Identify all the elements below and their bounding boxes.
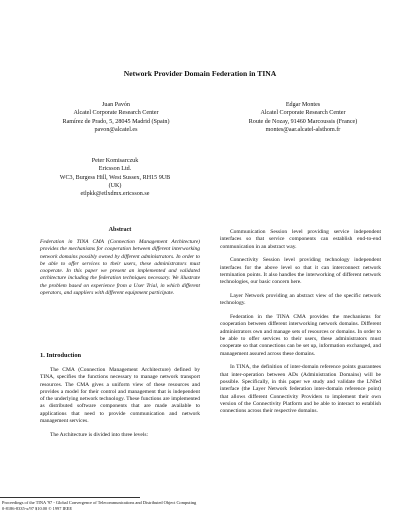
abstract-text: Federation in TINA CMA (Connection Management Architecture) provides the mechanisms for cooperation between different interworking network domains possibly owned by different administrators. In order to be able to offer services to their users, these administrators must cooperate. In this paper we present an implemented and validated architecture including the federation techniques necessary. We illustrate the problem based on experience from a User Trial, in which different operators, and suppliers with different equipment participate. xyxy=(40,239,200,297)
body-paragraph: Layer Network providing an abstract view of the specific network technology. xyxy=(220,293,381,307)
author-name: Edgar Montes xyxy=(285,102,321,108)
author-email: pavon@alcatel.es xyxy=(94,126,138,133)
body-paragraph: In TINA, the definition of inter-domain reference points guarantees that inter-operation between ADs (Administration Domains) will be possible. Specifically, in this paper we study and validate the LNfed interface (the Layer Network federation inter-domain reference point) that allows different Connectivity Providers to implement their own version of the Connectivity Platform and be able to interact to establish connections across their respective domains. xyxy=(220,364,381,415)
author-affiliation: Alcatel Corporate Research Center xyxy=(260,110,346,117)
abstract-heading: Abstract xyxy=(108,227,132,233)
author-email: etlpkk@etlxdmx.ericsson.se xyxy=(80,191,150,198)
author-affiliation: Ericsson Ltd. xyxy=(98,166,132,173)
author-name: Peter Komisarczuk xyxy=(91,158,139,164)
right-column xyxy=(220,229,381,422)
footer-rule xyxy=(0,497,140,498)
body-paragraph: Federation in the TINA CMA provides the mechanisms for cooperation between different interworking network domains. Different administrators own and manage sets of resources or domains. In order to be able to offer services to their users, these administrators must cooperate so that connections can be set up, information exchanged, and management assured across these domains. xyxy=(220,314,381,357)
body-paragraph: The Architecture is divided into three levels: xyxy=(50,431,149,438)
author-affiliation: Alcatel Corporate Research Center xyxy=(73,110,159,117)
author-name: Juan Pavón xyxy=(102,102,130,108)
author-address: Route de Nozay, 91460 Marcoussis (France) xyxy=(248,118,358,125)
body-paragraph: Communication Session level providing service independent interfaces so that service components can establish end-to-end communication in an abstract way. xyxy=(220,229,381,250)
author-address: Ramírez de Prado, 5, 28045 Madrid (Spain) xyxy=(62,118,170,125)
proceedings-footer xyxy=(2,500,196,511)
body-paragraph: The CMA (Connection Management Architecture) defined by TINA, specifies the functions necessary to manage network transport resources. The CMA gives a uniform view of these resources and provides a model for their control and management that is independent of the underlying network technology. These functions are implemented as distributed software components that are made available to applications that need to provide communication and network management services. xyxy=(40,367,200,425)
author-block-pavon xyxy=(36,101,196,134)
author-country: (UK) xyxy=(108,182,122,189)
author-block-montes xyxy=(218,101,388,134)
body-paragraph: Connectivity Session level providing technology independent interfaces for the above level so that it can interconnect network termination points. It also handles the interworking of different network technologies, our basic concern here. xyxy=(220,257,381,286)
author-address: WC3, Burgess Hill, West Sussex, RH15 9UB xyxy=(59,174,171,181)
introduction-column xyxy=(40,367,200,446)
author-block-komisarczuk xyxy=(30,157,200,198)
section-heading-introduction: 1. Introduction xyxy=(40,352,82,359)
footer-copyright-line: 0-8186-8335-x/97 $10.00 © 1997 IEEE xyxy=(2,505,73,511)
paper-title: Network Provider Domain Federation in TINA xyxy=(123,69,277,78)
author-email: montes@aar.alcatel-alsthom.fr xyxy=(265,126,341,133)
footer-proceedings-line: Proceedings of the TINA '97 - Global Convergence of Telecommunications and Distributed Object Computing xyxy=(2,500,197,505)
